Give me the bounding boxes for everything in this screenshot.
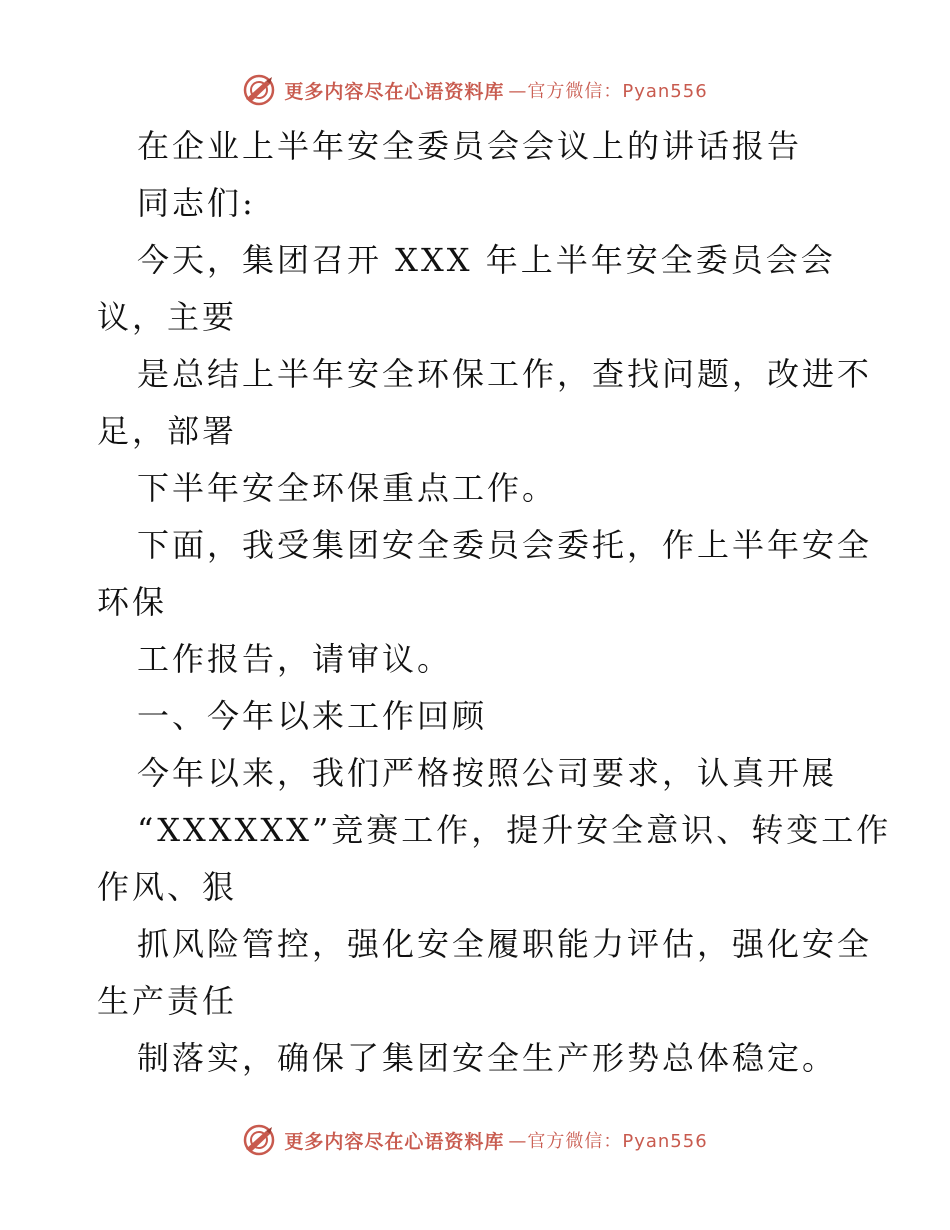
brand-logo-icon xyxy=(242,1123,276,1157)
brand-logo-icon xyxy=(242,73,276,107)
header-banner-title: 更多内容尽在心语资料库 xyxy=(284,80,505,103)
salutation: 同志们: xyxy=(137,184,256,222)
paragraph-line: 是总结上半年安全环保工作，查找问题，改进不 xyxy=(137,355,873,393)
footer-banner xyxy=(0,1120,950,1160)
footer-banner-title: 更多内容尽在心语资料库 xyxy=(284,1130,505,1153)
paragraph-line: 今年以来，我们严格按照公司要求，认真开展 xyxy=(137,754,838,792)
paragraph-line: 工作报告，请审议。 xyxy=(137,640,453,678)
document-title: 在企业上半年安全委员会会议上的讲话报告 xyxy=(137,127,803,165)
header-banner xyxy=(0,70,950,110)
paragraph-line: 作风、狠 xyxy=(97,868,238,906)
paragraph-line: 环保 xyxy=(97,583,168,621)
footer-banner-contact: —官方微信：Pyan556 xyxy=(508,1131,708,1152)
paragraph-line: 议，主要 xyxy=(97,298,238,336)
paragraph-line: 今天，集团召开 XXX 年上半年安全委员会会 xyxy=(137,241,836,279)
paragraph-line: 制落实，确保了集团安全生产形势总体稳定。 xyxy=(137,1039,838,1077)
paragraph-line: 生产责任 xyxy=(97,982,238,1020)
paragraph-line: 足，部署 xyxy=(97,412,238,450)
paragraph-line: 下半年安全环保重点工作。 xyxy=(137,469,558,507)
paragraph-line: 下面，我受集团安全委员会委托，作上半年安全 xyxy=(137,526,873,564)
document-body xyxy=(97,118,892,1087)
header-banner-contact: —官方微信：Pyan556 xyxy=(508,81,708,102)
paragraph-line: 抓风险管控，强化安全履职能力评估，强化安全 xyxy=(137,925,873,963)
paragraph-line: “XXXXXX”竞赛工作，提升安全意识、转变工作 xyxy=(137,811,892,849)
section-heading: 一、今年以来工作回顾 xyxy=(137,697,488,735)
